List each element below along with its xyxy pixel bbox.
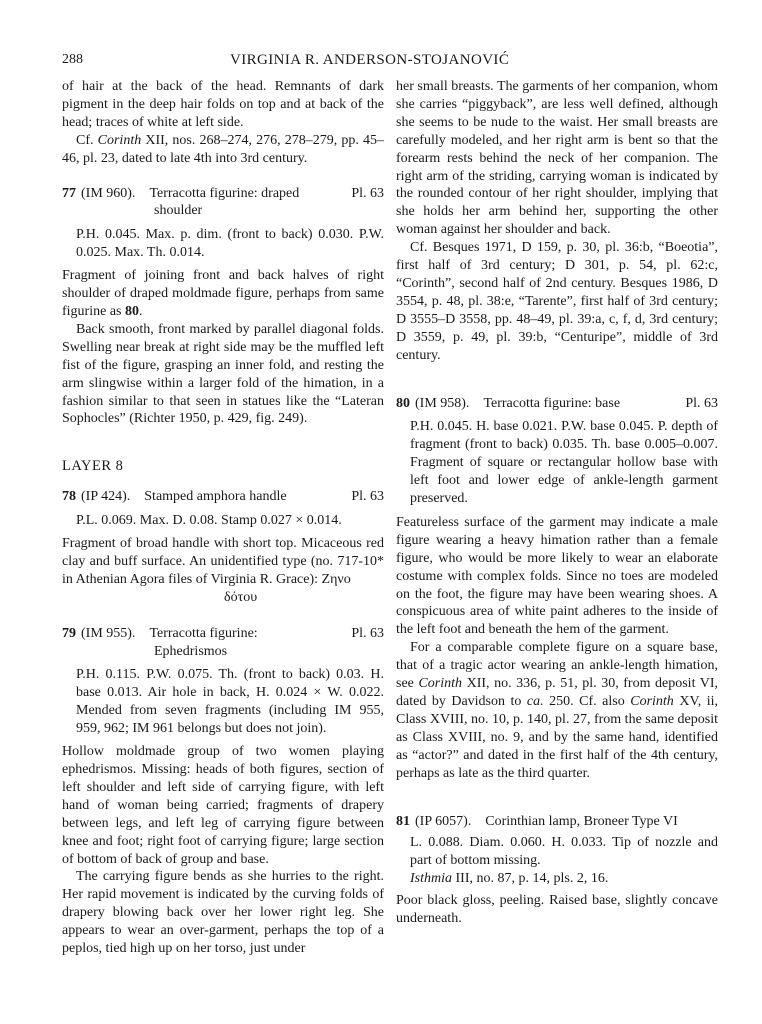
- right-column: [396, 78, 718, 928]
- entry-80-description: Featureless surface of the garment may indicate a male figure wearing a heavy himation rather than a female figure, who would be more likely to wear an elaborate costume with complex folds. Since no toes are modeled on the foot, the figure may have been wearing shoes. A conspicuous area of white paint adheres to the inside of the left foot and beneath the hem of the garment.: [396, 514, 718, 638]
- intro-reference: Cf. Corinth XII, nos. 268–274, 276, 278–279, pp. 45–46, pl. 23, dated to late 4th into 3rd century.: [62, 132, 385, 166]
- entry-79-comparanda: Cf. Besques 1971, D 159, p. 30, pl. 36:b, “Boeotia”, first half of 3rd century; D 301, p. 54, pl. 62:c, “Corinth”, second half of 2nd century. Besques 1986, D 3554, p. 48, pl. 38:e, “Tarente”, first half of 3rd century; D 3555–D 3558, pp. 48–49, pl. 39:a, c, f, d, 3rd century; D 3559, p. 49, pl. 39:b, “Centuripe”, middle of 3rd century.: [396, 240, 718, 363]
- entry-78-stamp-line-2: δότου: [224, 589, 258, 605]
- entry-79-subtitle: Ephedrismos: [154, 643, 228, 659]
- running-head: VIRGINIA R. ANDERSON-STOJANOVIĆ: [230, 52, 510, 68]
- page-number: 288: [62, 52, 83, 67]
- entry-79-heading: 79 (IM 955). Terracotta figurine: Pl. 63: [62, 625, 384, 641]
- entry-79-discussion: The carrying figure bends as she hurries to the right. Her rapid movement is indicated by the curving folds of drapery blowing back over her lower right leg. She appears to wear an over-garment, perhaps the top of a peplos, tied high up on her torso, just under: [62, 869, 384, 957]
- entry-78-description: Fragment of broad handle with short top. Micaceous red clay and buff surface. An unidentified type (no. 717-10* in Athenian Agora files of Virginia R. Grace): Ζηνο: [62, 536, 384, 587]
- layer-heading: LAYER 8: [62, 458, 124, 475]
- entry-80-heading: 80 (IM 958). Terracotta figurine: base Pl. 63: [396, 395, 718, 411]
- entry-80-measurements: P.H. 0.045. H. base 0.021. P.W. base 0.045. P. depth of fragment (front to back) 0.035. Th. base 0.005–0.007. Fragment of square or rectangular hollow base with left foot and lower edge of ankle-length garment preserved.: [410, 419, 718, 507]
- entry-78-measurements: P.L. 0.069. Max. D. 0.08. Stamp 0.027 × 0.014.: [76, 513, 342, 529]
- entry-77-subtitle: shoulder: [154, 203, 203, 219]
- entry-78-heading: 78 (IP 424). Stamped amphora handle Pl. 63: [62, 489, 384, 505]
- entry-77-discussion: Back smooth, front marked by parallel diagonal folds. Swelling near break at right side may be the muffled left fist of the figure, grasping an inner fold, and resting the arm slingwise within a larger fold of the himation, in a fashion similar to that seen in statues like the “Lateran Sophocles” (Richter 1950, p. 429, fig. 249).: [62, 321, 384, 427]
- entry-81-heading: 81 (IP 6057). Corinthian lamp, Broneer Type VI: [396, 813, 678, 829]
- entry-80-comparanda: For a comparable complete figure on a square base, that of a tragic actor wearing an ankle-length himation, see Corinth XII, no. 336, p. 51, pl. 30, from deposit VI, dated by Davidson to ca. 250. Cf. also Corinth XV, ii, Class XVIII, no. 10, p. 140, pl. 27, from the same deposit as Class XVIII, no. 9, and by the same hand, identified as “actor?” and dated in the first half of the 4th century, perhaps as late as the third quarter.: [396, 640, 719, 781]
- entry-79-measurements: P.H. 0.115. P.W. 0.075. Th. (front to back) 0.03. H. base 0.013. Air hole in back, H. 0.024 × W. 0.022. Mended from seven fragments (including IM 955, 959, 962; IM 961 belongs but does not join).: [76, 667, 384, 737]
- intro-paragraph: of hair at the back of the head. Remnants of dark pigment in the deep hair folds on top and at back of the head; traces of white at left side.: [62, 79, 384, 130]
- entry-81-description: Poor black gloss, peeling. Raised base, slightly concave underneath.: [396, 893, 718, 927]
- entry-81-measurements: L. 0.088. Diam. 0.060. H. 0.033. Tip of nozzle and part of bottom missing.: [410, 835, 718, 869]
- entry-77-description: Fragment of joining front and back halves of right shoulder of draped moldmade figure, perhaps from same figurine as 80.: [62, 268, 384, 319]
- entry-79-description: Hollow moldmade group of two women playing ephedrismos. Missing: heads of both figures, section of left shoulder and left side of carrying figure, with left hand of woman being carried; fragments of drapery between legs, and left leg of carrying figure between knee and foot; right foot of carrying figure; large section of bottom of back of group and base.: [62, 744, 384, 867]
- entry-77-heading: 77 (IM 960). Terracotta figurine: draped Pl. 63: [62, 185, 384, 201]
- left-column: [62, 78, 384, 958]
- entry-77-measurements: P.H. 0.045. Max. p. dim. (front to back) 0.030. P.W. 0.025. Max. Th. 0.014.: [76, 227, 384, 261]
- entry-81-reference: Isthmia III, no. 87, p. 14, pls. 2, 16.: [410, 871, 609, 887]
- entry-79-continued: her small breasts. The garments of her companion, whom she carries “piggyback”, are less well defined, although she seems to be nude to the waist. Her small breasts are carefully modeled, and her right arm is bent so that the forearm rests behind the neck of her companion. The right arm of the striding, carrying woman is indicated by the rounded contour of her right shoulder, implying that she holds her arm behind her, supporting the other woman against her shoulder and back.: [396, 79, 718, 238]
